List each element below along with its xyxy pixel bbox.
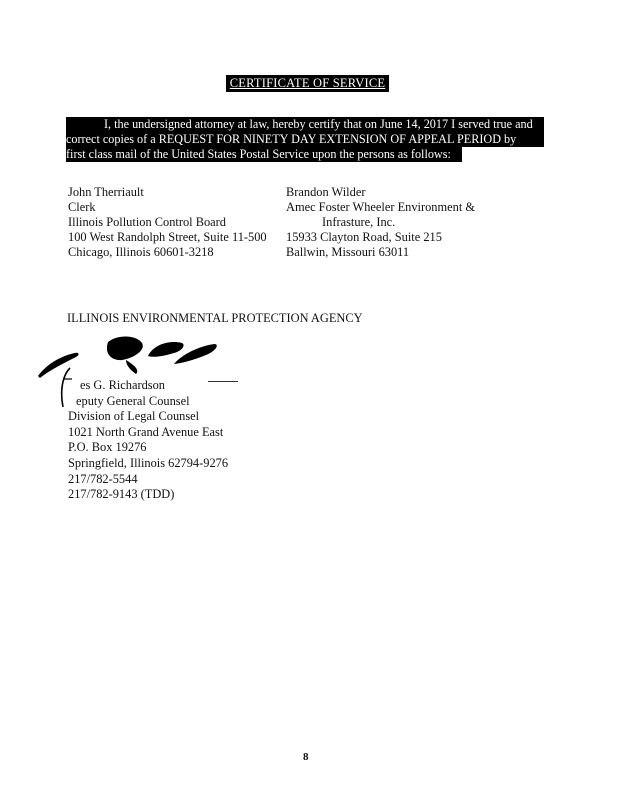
- recipient-address-right: [286, 185, 475, 260]
- recipient-title: Clerk: [68, 200, 96, 214]
- signer-city: Springfield, Illinois 62794-9276: [68, 455, 229, 470]
- certificate-title: CERTIFICATE OF SERVICE: [226, 75, 389, 92]
- recipient-street: 100 West Randolph Street, Suite 11-500: [68, 230, 267, 244]
- agency-name: ILLINOIS ENVIRONMENTAL PROTECTION AGENCY: [67, 311, 363, 325]
- signer-tdd: 217/782-9143 (TDD): [68, 487, 175, 502]
- recipient-name: Brandon Wilder: [286, 185, 366, 199]
- statement-line-2: correct copies of a REQUEST FOR NINETY DAY EXTENSION OF APPEAL PERIOD by: [66, 132, 544, 147]
- signer-po-box: P.O. Box 19276: [68, 440, 147, 455]
- recipient-street: 15933 Clayton Road, Suite 215: [286, 230, 442, 244]
- signer-title: eputy General Counsel: [76, 393, 190, 408]
- signer-street: 1021 North Grand Avenue East: [68, 424, 224, 439]
- recipient-city: Chicago, Illinois 60601-3218: [68, 245, 214, 259]
- recipient-organization-cont: Infrasture, Inc.: [322, 215, 396, 229]
- statement-line-3: first class mail of the United States Postal Service upon the persons as follows:: [66, 147, 462, 162]
- recipient-address-left: [68, 185, 267, 260]
- signer-division: Division of Legal Counsel: [68, 409, 200, 424]
- statement-line-1: I, the undersigned attorney at law, hereby certify that on June 14, 2017 I served true and: [66, 117, 544, 132]
- signer-phone: 217/782-5544: [68, 471, 138, 486]
- recipient-organization: Amec Foster Wheeler Environment &: [286, 200, 476, 214]
- signer-block: [68, 378, 228, 503]
- recipient-name: John Therriault: [68, 185, 144, 199]
- page-number: 8: [303, 751, 309, 763]
- signer-name: es G. Richardson: [80, 378, 165, 392]
- recipient-organization: Illinois Pollution Control Board: [68, 215, 226, 229]
- recipient-city: Ballwin, Missouri 63011: [286, 245, 410, 259]
